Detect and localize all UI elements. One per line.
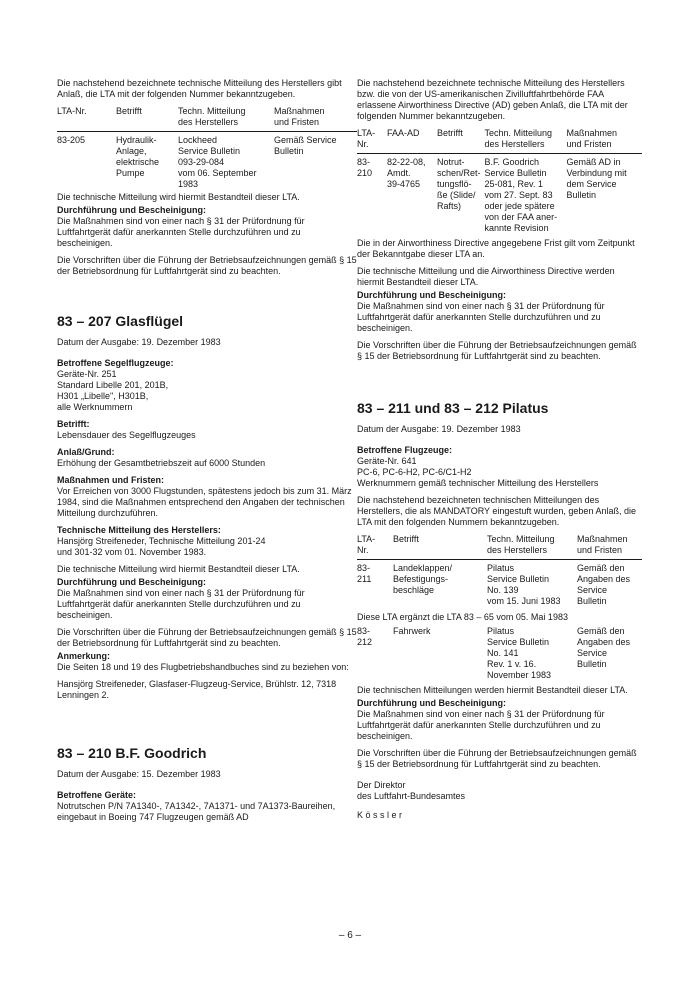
lta-title-207: 83 – 207 Glasflügel [57, 313, 184, 329]
lta-title-210: 83 – 210 B.F. Goodrich [57, 745, 207, 761]
table-cell: Gemäß den Angaben des Service Bulletin [577, 563, 631, 606]
body-text: Die Maßnahmen sind von einer nach § 31 der Prüfordnung für Luftfahrtgerät dafür anerkannten Stelle durchzuführen und zu bescheinigen. [357, 709, 605, 741]
table-cell: Landeklappen/ Befestigungs- beschläge [393, 563, 453, 595]
body-text: Die Vorschriften über die Führung der Betriebsaufzeichnungen gemäß § 15 der Betriebsordnung für Luftfahrtgerät sind zu beachten. [57, 627, 357, 648]
body-text: Die Vorschriften über die Führung der Betriebsaufzeichnungen gemäß § 15 der Betriebsordnung für Luftfahrtgerät sind zu beachten. [357, 340, 637, 361]
body-text: Die Seiten 18 und 19 des Flugbetriebshandbuches sind zu beziehen von: [57, 662, 349, 672]
body-text: Die Maßnahmen sind von einer nach § 31 der Prüfordnung für Luftfahrtgerät dafür anerkannten Stelle durchzuführen und zu bescheinigen. [57, 588, 305, 620]
table-cell: Pilatus Service Bulletin No. 141 Rev. 1 v. 16. November 1983 [487, 626, 552, 680]
table-cell: 83- 212 [357, 626, 373, 647]
table-cell: 83-205 [57, 135, 86, 145]
body-text: Hansjörg Streifeneder, Technische Mitteilung 201-24 und 301-32 vom 01. November 1983. [57, 536, 266, 557]
body-text: Notrutschen P/N 7A1340-, 7A1342-, 7A1371- und 7A1373-Baureihen, eingebaut in Boeing 747 Flugzeugen gemäß AD [57, 801, 336, 822]
section-heading: Betroffene Geräte: [57, 790, 137, 800]
lta-table-205 [57, 106, 357, 190]
table-row [357, 154, 642, 235]
issue-date: Datum der Ausgabe: 15. Dezember 1983 [57, 769, 221, 779]
bestandteil-text: Die technische Mitteilung wird hiermit Bestandteil dieser LTA. [57, 192, 300, 202]
table-row [357, 623, 642, 681]
col-header: Techn. Mitteilung des Herstellers [487, 534, 555, 555]
section-heading: Durchführung und Bescheinigung: [357, 698, 506, 708]
table-header-row [357, 128, 642, 154]
table-cell: B.F. Goodrich Service Bulletin 25-081, Rev. 1 vom 27. Sept. 83 oder jede spätere von der FAA aner- kannte Revision [484, 157, 558, 233]
col-header: LTA- Nr. [357, 128, 376, 149]
signatory-name: K ö s s l e r [357, 810, 403, 820]
table-cell: Pilatus Service Bulletin No. 139 vom 15. Juni 1983 [487, 563, 561, 606]
section-heading: Anlaß/Grund: [57, 447, 115, 457]
table-cell: 83- 211 [357, 563, 372, 584]
table-header-row [357, 534, 642, 560]
issue-date: Datum der Ausgabe: 19. Dezember 1983 [357, 424, 521, 434]
body-text: Die in der Airworthiness Directive angegebene Frist gilt vom Zeitpunkt der Bekanntgabe dieser LTA an. [357, 238, 635, 259]
col-header: Techn. Mitteilung des Herstellers [484, 128, 553, 149]
body-text: Die technische Mitteilung wird hiermit Bestandteil dieser LTA. [57, 564, 300, 574]
table-cell: Hydraulik- Anlage, elektrische Pumpe [116, 135, 160, 178]
section-heading: Anmerkung: [57, 651, 111, 661]
body-text: Die Maßnahmen sind von einer nach § 31 der Prüfordnung für Luftfahrtgerät dafür anerkannten Stelle durchzuführen und zu bescheinigen. [357, 301, 605, 333]
section-heading: Betrifft: [57, 419, 90, 429]
table-row [357, 560, 642, 608]
table-header-row [57, 106, 357, 132]
right-column [357, 78, 642, 827]
section-heading: Maßnahmen und Fristen: [57, 475, 165, 485]
col-header: LTA- Nr. [357, 534, 376, 555]
address-text: Hansjörg Streifeneder, Glasfaser-Flugzeug-Service, Brühlstr. 12, 7318 Lenningen 2. [57, 679, 337, 700]
col-header: Betrifft [393, 534, 419, 544]
body-text: Die Vorschriften über die Führung der Betriebsaufzeichnungen gemäß § 15 der Betriebsordnung für Luftfahrtgerät sind zu beachten. [357, 748, 637, 769]
body-text: Lebensdauer des Segelflugzeuges [57, 430, 196, 440]
section-heading: Durchführung und Bescheinigung: [357, 290, 506, 300]
body-text: Vor Erreichen von 3000 Flugstunden, spätestens jedoch bis zum 31. März 1984, sind die Maßnahmen entsprechend den Angaben der technischen Mitteilung durchzuführen. [57, 486, 352, 518]
intro-paragraph: Die nachstehend bezeichnete technische Mitteilung des Herstellers gibt Anlaß, die LTA mit der folgenden Nummer bekanntzugeben. [57, 78, 342, 99]
issue-date: Datum der Ausgabe: 19. Dezember 1983 [57, 337, 221, 347]
col-header: Maßnahmen und Fristen [274, 106, 325, 127]
section-heading: Durchführung und Bescheinigung: [57, 205, 206, 215]
col-header: FAA-AD [387, 128, 420, 138]
table-row [57, 132, 357, 191]
col-header: Maßnahmen und Fristen [577, 534, 628, 555]
lta-table-210 [357, 128, 642, 234]
col-header: Techn. Mitteilung des Herstellers [178, 106, 246, 127]
table-note-row [357, 607, 642, 623]
section-heading: Betroffene Segelflugzeuge: [57, 358, 174, 368]
table-cell: Fahrwerk [393, 626, 431, 636]
table-cell: 83- 210 [357, 157, 373, 178]
col-header: Betrifft [116, 106, 142, 116]
signature-block: Der Direktor des Luftfahrt-Bundesamtes [357, 780, 466, 801]
table-cell: Gemäß Service Bulletin [274, 135, 337, 156]
lta-title-211-212: 83 – 211 und 83 – 212 Pilatus [357, 400, 549, 416]
body-text: Die Maßnahmen sind von einer nach § 31 der Prüfordnung für Luftfahrtgerät dafür anerkannten Stelle durchzuführen und zu bescheinigen. [57, 216, 305, 248]
table-note: Diese LTA ergänzt die LTA 83 – 65 vom 05. Mai 1983 [357, 612, 568, 622]
col-header: Maßnahmen und Fristen [566, 128, 618, 149]
page-number: – 6 – [338, 930, 362, 941]
table-cell: 82-22-08, Amdt. 39-4765 [387, 157, 426, 189]
table-cell: Lockheed Service Bulletin 093-29-084 vom 06. September 1983 [178, 135, 257, 189]
body-text: Geräte-Nr. 251 Standard Libelle 201, 201B, H301 „Libelle", H301B, alle Werknummern [57, 369, 169, 412]
body-text: Erhöhung der Gesamtbetriebszeit auf 6000 Stunden [57, 458, 266, 468]
section-heading: Technische Mitteilung des Herstellers: [57, 525, 221, 535]
body-text: Die technische Mitteilung und die Airworthiness Directive werden hiermit Bestandteil dieser LTA. [357, 266, 615, 287]
table-cell: Gemäß den Angaben des Service Bulletin [577, 626, 631, 669]
lta-table-211-212 [357, 534, 642, 681]
table-cell: Notrut- schen/Ret- tungsflö- ße (Slide/ Rafts) [437, 157, 481, 211]
body-text: Die technischen Mitteilungen werden hiermit Bestandteil dieser LTA. [357, 685, 628, 695]
col-header: LTA-Nr. [57, 106, 87, 116]
section-heading: Betroffene Flugzeuge: [357, 445, 453, 455]
intro-paragraph: Die nachstehend bezeichnete technische Mitteilung des Herstellers bzw. die von der US-amerikanischen Zivilluftfahrtbehörde FAA erlassene Airworthiness Directive (AD) geben Anlaß, die LTA mit der folgenden Nummer bekanntzugeben. [357, 78, 628, 121]
table-cell: Gemäß AD in Verbindung mit dem Service Bulletin [566, 157, 627, 200]
col-header: Betrifft [437, 128, 463, 138]
section-heading: Durchführung und Bescheinigung: [57, 577, 206, 587]
left-column [57, 78, 357, 829]
body-text: Die Vorschriften über die Führung der Betriebsaufzeichnungen gemäß § 15 der Betriebsordnung für Luftfahrtgerät sind zu beachten. [57, 255, 357, 276]
body-text: Geräte-Nr. 641 PC-6, PC-6-H2, PC-6/C1-H2 Werknummern gemäß technischer Mitteilung des Herstellers [357, 456, 599, 488]
body-text: Die nachstehend bezeichneten technischen Mitteilungen des Herstellers, die als MANDATORY eingestuft wurden, geben Anlaß, die LTA mit den folgenden Nummern bekanntzugeben. [357, 495, 636, 527]
